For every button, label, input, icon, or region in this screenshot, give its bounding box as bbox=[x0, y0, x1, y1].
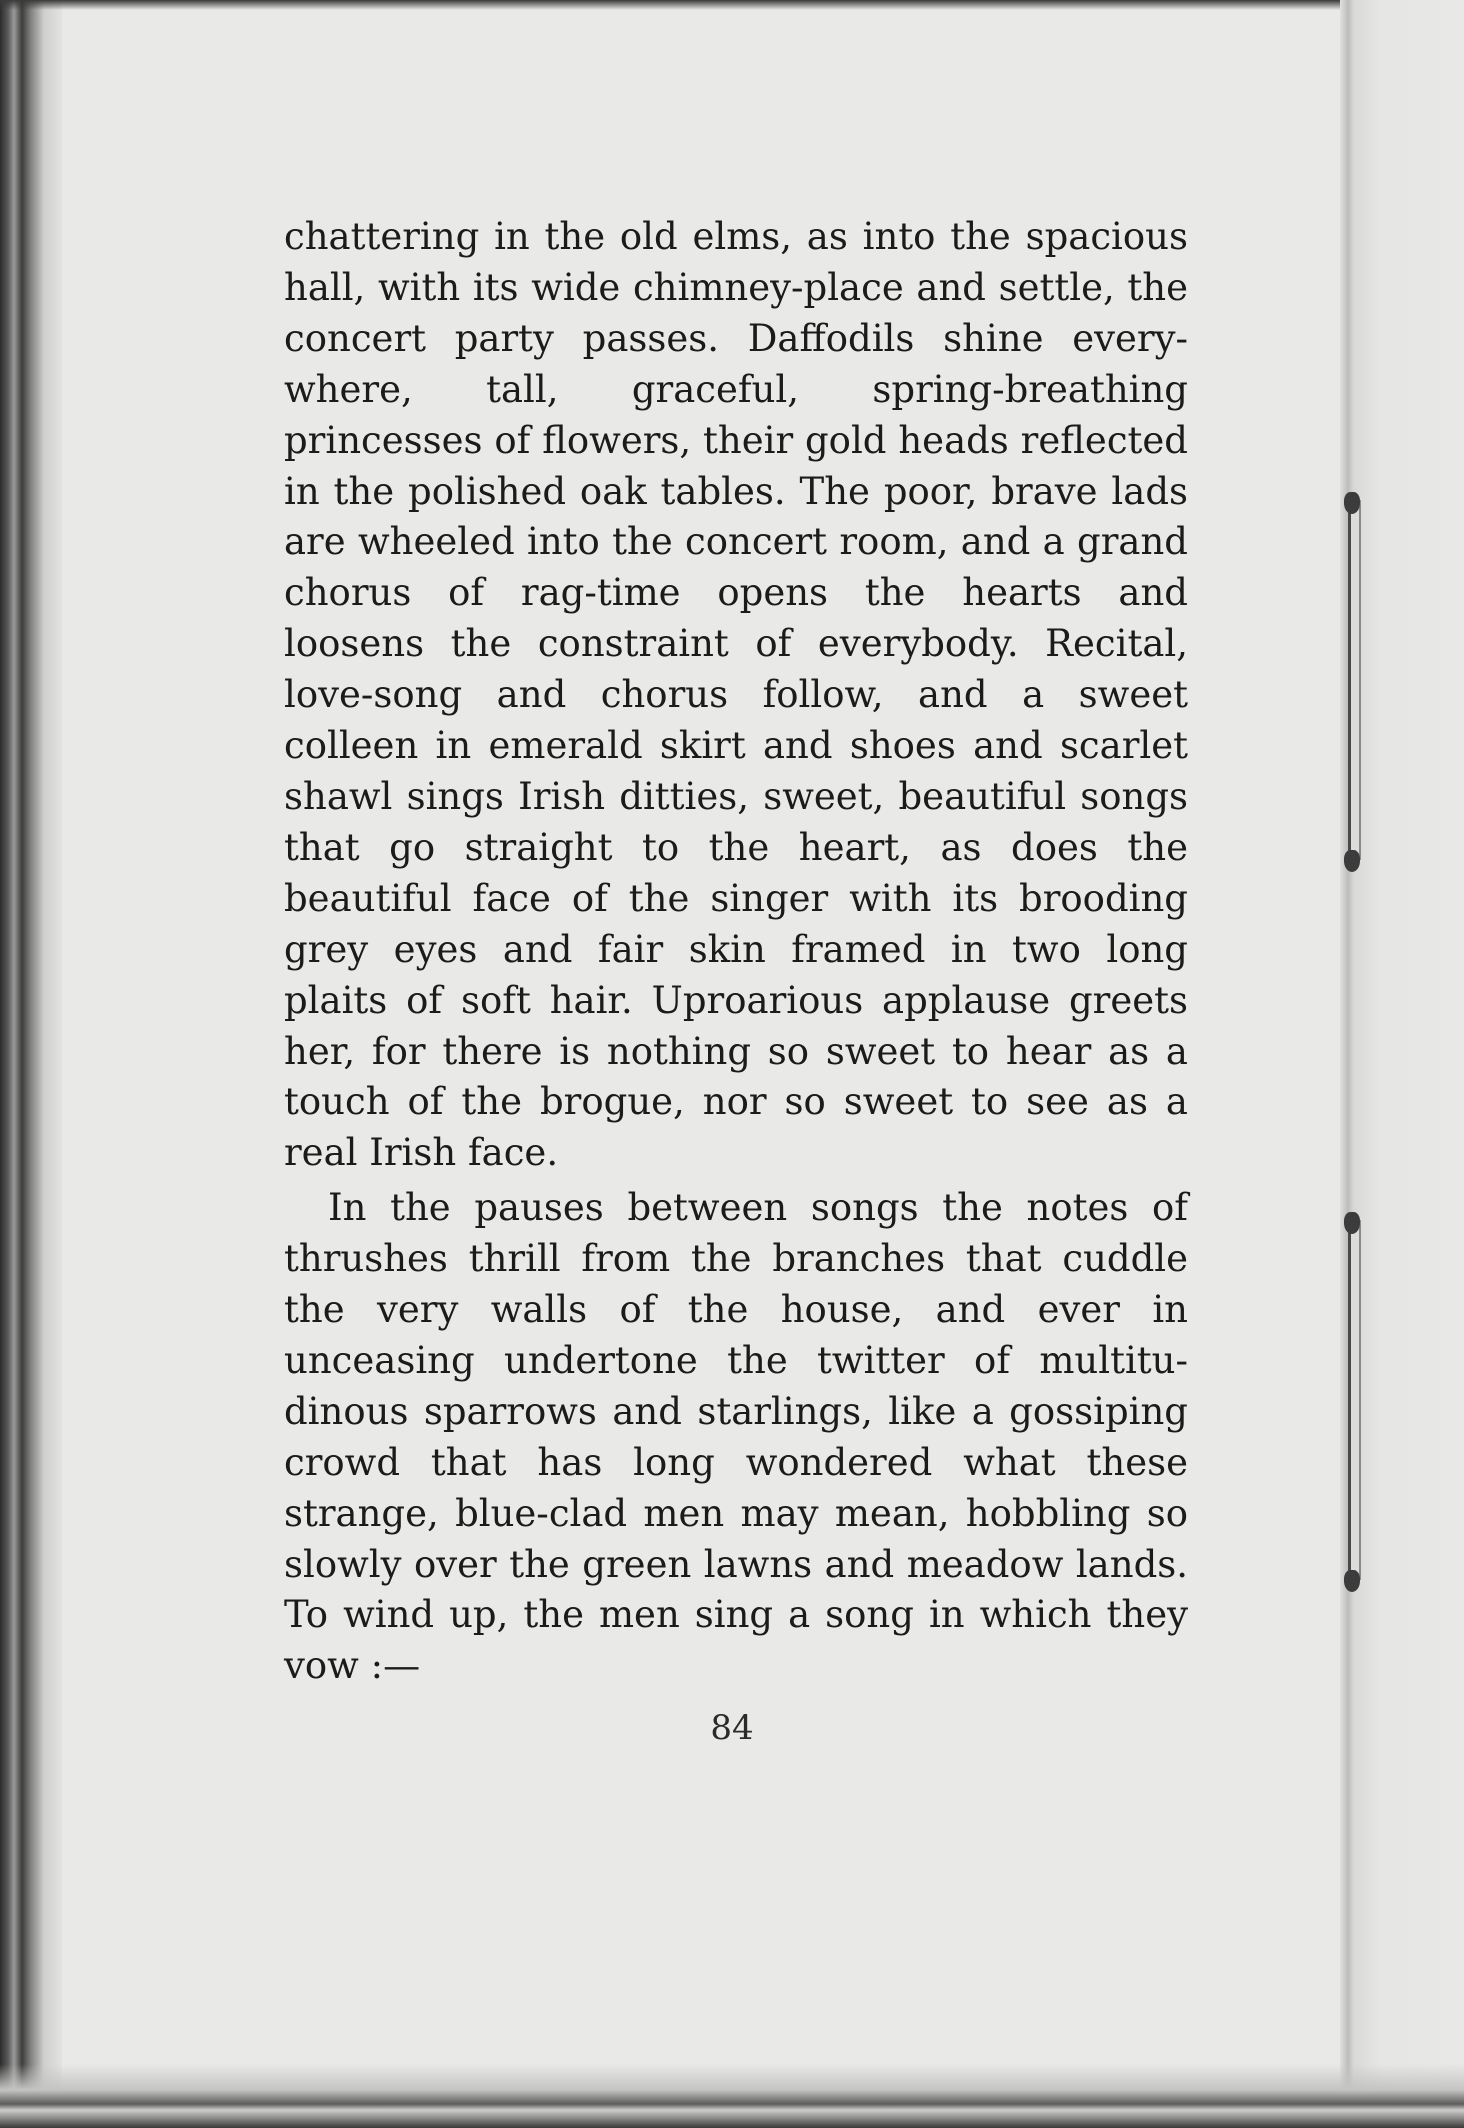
paragraph-2: In the pauses between songs the notes of thrushes thrill from the branches that cuddle the very walls of the house, and ever in unceasing undertone the twitter of multitu-dinous sparrows and starlings, like a gossiping crowd that has long wondered what these strange, blue-clad men may mean, hobbling so slowly over the green lawns and meadow lands. To wind up, the men sing a song in which they vow :— bbox=[284, 1186, 1188, 1688]
stitch-knot bbox=[1344, 850, 1360, 872]
stitch-knot bbox=[1344, 1212, 1360, 1234]
bottom-page-edge bbox=[0, 2064, 1464, 2128]
body-text bbox=[284, 212, 1188, 1692]
page-number bbox=[0, 1708, 1464, 1748]
paragraph-1: chattering in the old elms, as into the spacious hall, with its wide chimney-place and settle, the concert party passes. Daffodils shine every-where, tall, graceful, spring-breathing princesses of flowers, their gold heads reflected in the polished oak tables. The poor, brave lads are wheeled into the concert room, and a grand chorus of rag-time opens the hearts and loosens the constraint of everybody. Recital, love-song and chorus follow, and a sweet colleen in emerald skirt and shoes and scarlet shawl sings Irish ditties, sweet, beautiful songs that go straight to the heart, as does the beautiful face of the singer with its brooding grey eyes and fair skin framed in two long plaits of soft hair. Uproarious applause greets her, for there is nothing so sweet to hear as a touch of the brogue, nor so sweet to see as a real Irish face. bbox=[284, 215, 1188, 1175]
page-number-text: 84 bbox=[710, 1708, 754, 1748]
binding-stitch-lower bbox=[1348, 1220, 1361, 1580]
left-binding-edge bbox=[0, 0, 62, 2128]
stitch-knot bbox=[1344, 492, 1360, 514]
top-page-edge bbox=[0, 0, 1464, 10]
stitch-knot bbox=[1344, 1570, 1360, 1592]
right-gutter bbox=[1340, 0, 1464, 2128]
binding-stitch-upper bbox=[1348, 500, 1361, 860]
